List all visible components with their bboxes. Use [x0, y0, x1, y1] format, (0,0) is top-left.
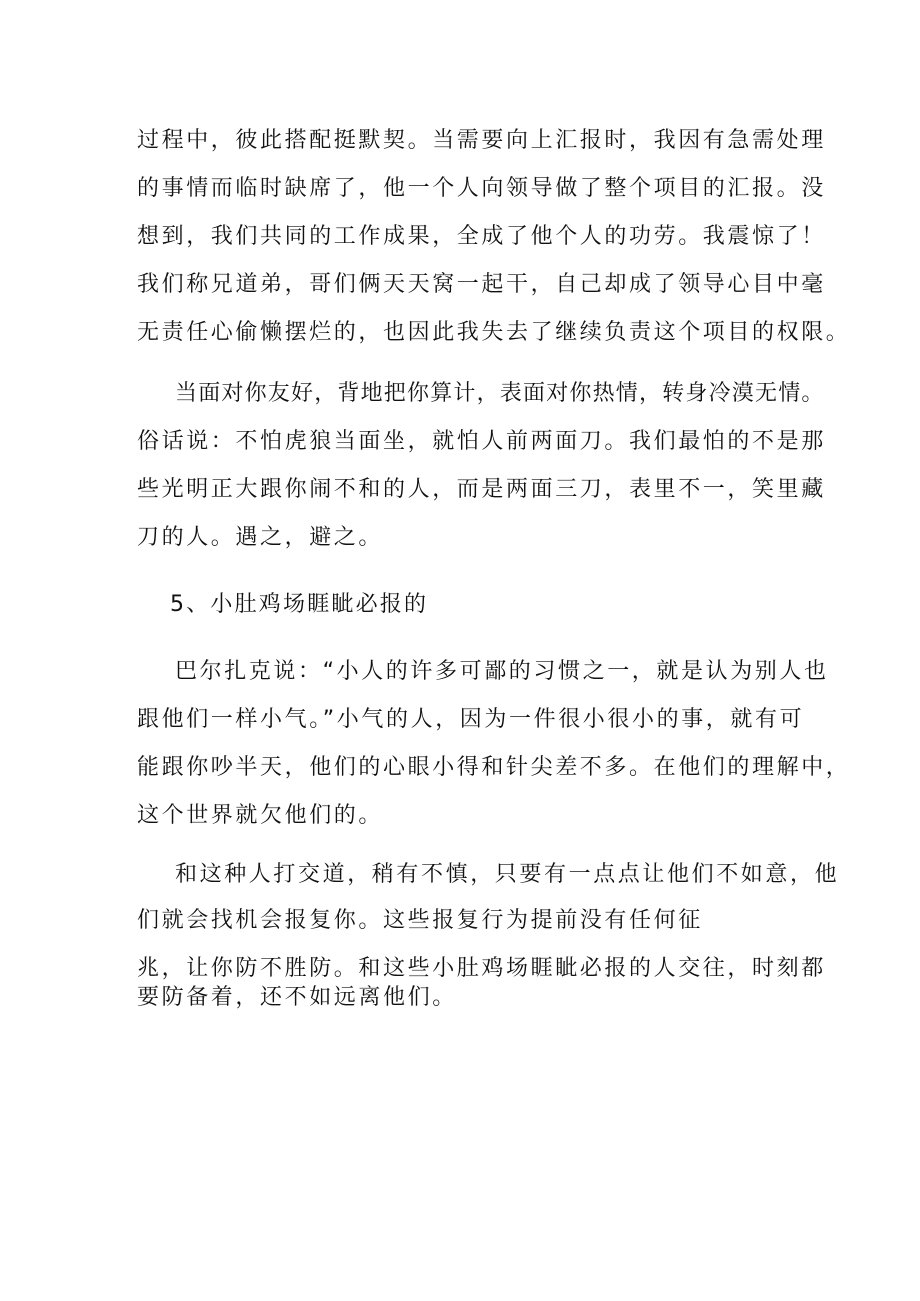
paragraph-line: 的事情而临时缺席了，他一个人向领导做了整个项目的汇报。没 — [137, 176, 826, 201]
paragraph-line: 无责任心偷懒摆烂的，也因此我失去了继续负责这个项目的权限。 — [137, 320, 851, 345]
paragraph-line: 们就会找机会报复你。这些报复行为提前没有任何征 — [137, 908, 703, 933]
paragraph-line: 跟他们一样小气。”小气的人，因为一件很小很小的事，就有可 — [137, 707, 805, 732]
paragraph-line: 这个世界就欠他们的。 — [137, 803, 384, 828]
paragraph-line: 巴尔扎克说：“小人的许多可鄙的习惯之一，就是认为别人也 — [175, 659, 829, 684]
paragraph-line: 刀的人。遇之，避之。 — [137, 525, 384, 550]
paragraph-line: 我们称兄道弟，哥们俩天天窝一起干，自己却成了领导心目中毫 — [137, 272, 826, 297]
section-heading: 5、小肚鸡场睚眦必报的 — [170, 592, 429, 617]
paragraph-line: 兆，让你防不胜防。和这些小肚鸡场睚眦必报的人交往，时刻都 — [137, 956, 826, 981]
paragraph-line: 能跟你吵半天，他们的心眼小得和针尖差不多。在他们的理解中， — [137, 755, 851, 780]
paragraph-line: 俗话说：不怕虎狼当面坐，就怕人前两面刀。我们最怕的不是那 — [137, 429, 826, 454]
paragraph-line: 要防备着，还不如远离他们。 — [137, 985, 457, 1010]
paragraph-line: 过程中，彼此搭配挺默契。当需要向上汇报时，我因有急需处理 — [137, 128, 826, 153]
paragraph-line: 想到，我们共同的工作成果，全成了他个人的功劳。我震惊了！ — [137, 224, 826, 249]
paragraph-line: 和这种人打交道，稍有不慎，只要有一点点让他们不如意，他 — [175, 862, 840, 887]
paragraph-line: 些光明正大跟你闹不和的人，而是两面三刀，表里不一，笑里藏 — [137, 477, 826, 502]
paragraph-line: 当面对你友好，背地把你算计，表面对你热情，转身冷漠无情。 — [175, 381, 825, 406]
